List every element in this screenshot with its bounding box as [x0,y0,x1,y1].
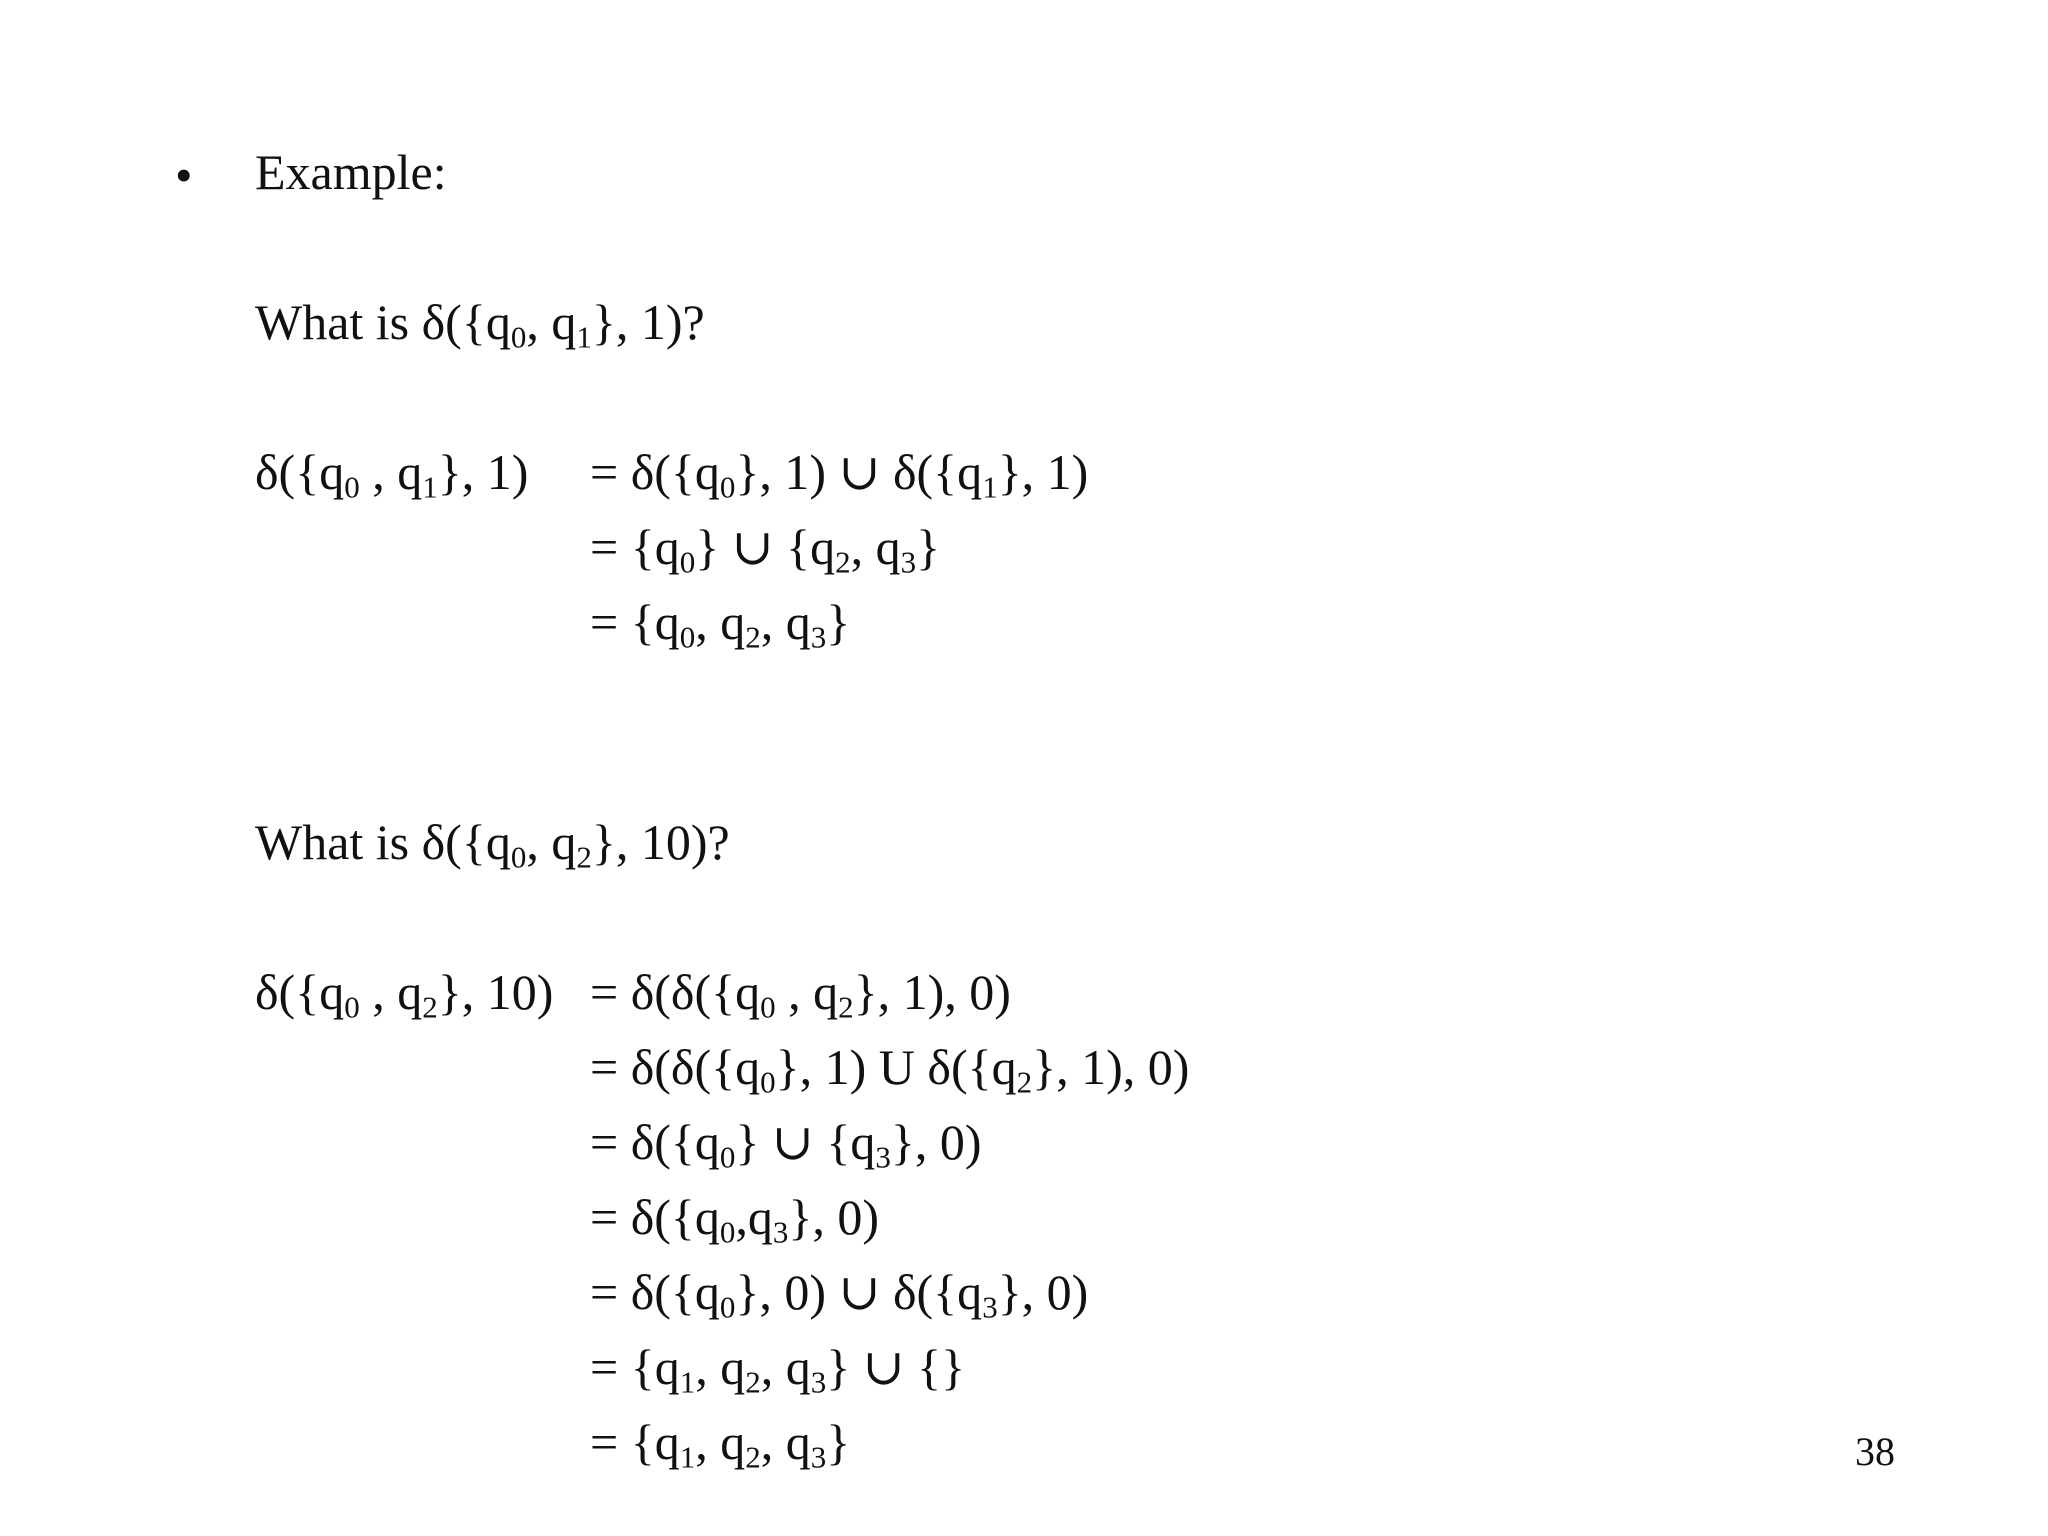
example2-step: = $\delta(\delta(\{q_0\}$, 1) U $\delta(\{q_2\}$, 1), 0) [590,1039,1190,1100]
example2-step: = $\delta(\{q_0\}$, 0) ∪ $\delta(\{q_3\}$, 0) [590,1264,1089,1325]
bullet-marker: • [175,147,193,203]
slide-heading: Example: [255,144,447,200]
page-number: 38 [1855,1429,1895,1474]
example2-question: What is $\delta(\{q_0$, $q_2$}, 10)? [255,814,730,875]
example2-step: = $\delta(\{q_0,q_3\}$, 0) [590,1189,880,1250]
example1-lhs: $\delta(\{q_0$ , $q_1$}, 1) [255,444,529,505]
example2-step: = $\delta(\delta(\{q_0$ , $q_2$}, 1), 0) [590,964,1011,1025]
example1-question: What is $\delta(\{q_0$, $q_1$}, 1)? [255,294,705,355]
example1-step: = {$q_0$, $q_2$, $q_3$} [590,594,851,655]
example2-step: = {$q_1$, $q_2$, $q_3$} ∪ {} [590,1339,966,1400]
example2-step: = {$q_1$, $q_2$, $q_3$} [590,1414,851,1475]
example1-step: = $\delta(\{q_0\}$, 1) ∪ $\delta(\{q_1\}$, 1) [590,444,1089,505]
example1-step: = $\{q_0\}$ ∪ {$q_2$, $q_3$} [590,519,941,580]
example2-lhs: $\delta(\{q_0$ , $q_2$}, 10) [255,964,554,1025]
example2-step: = $\delta(\{q_0\}$ ∪ $\{q_3\}$, 0) [590,1114,982,1175]
